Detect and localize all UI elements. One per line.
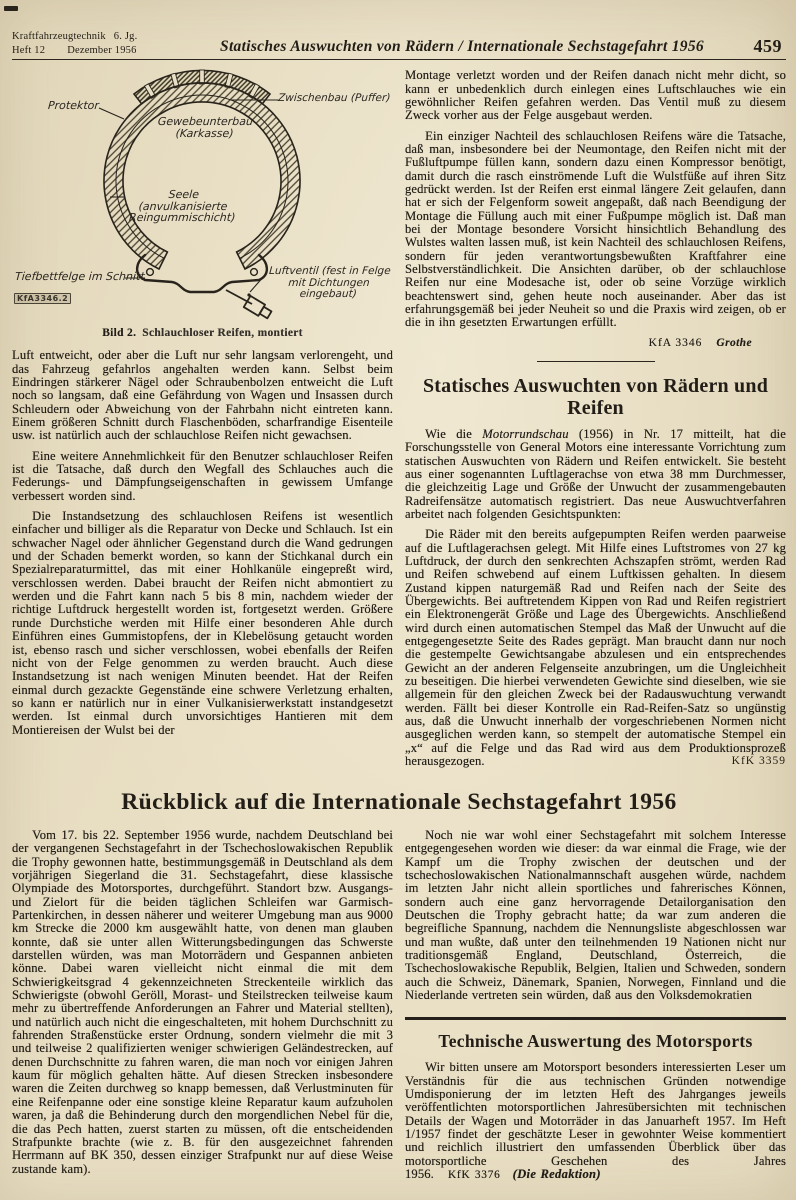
paragraph: Eine weitere Annehmlichkeit für den Benutzer schlauchloser Reifen ist die Tatsache, daß durch den Wegfall des Schlauches auch die Federungs- und Dämpfungseigenschaften in gewissem Umfange verbessert worden sind. [12, 448, 393, 503]
editorial-byline: (Die Redaktion) [512, 1167, 601, 1182]
journal-reference: Motorrundschau [482, 426, 569, 441]
label-gewebeunterbau: Gewebeunterbau (Karkasse) [157, 115, 254, 140]
journal-volume: 6. Jg. [113, 31, 138, 42]
running-title: Statisches Auswuchten von Rädern / Internationale Sechstagefahrt 1956 [220, 38, 704, 56]
left-column [12, 69, 393, 774]
article-sechstagefahrt [12, 790, 786, 1189]
paragraph: Vom 17. bis 22. September 1956 wurde, nachdem Deutschland bei der vergangenen Sechstagefahrt in der Tschechoslowakischen Republik die Trophy gewonnen hatte, bestimmungsgemäß in Deutschland als dem vorjährigen Siegerland die 31. Sechstagefahrt, diese klassische Olympiade des Motorsportes, durchgeführt. Standort bzw. Ausgangs- und Zielort für die beiden täglichen Schleifen war Garmisch-Partenkirchen, in dessen näherer und weiterer Umgebung man aus 9000 km Strecke die 2000 km ausgewählt hatte, von denen man glauben konnte, daß sie unter allen Witterungsbedingungen das Schwerste darstellen würden, was man Motorrädern und Gespannen anbieten könne. Dabei waren vielleicht nicht einmal die mit dem Schwierigkeitsgrad 4 gekennzeichneten Streckenteile wirklich das Schwierigste (obwohl Geröll, Morast- und Steilstrecken teilweise kaum mehr zu übertreffende Anforderungen an Fahrer und Material stellten), und natürlich auch nicht die eingeschalteten, mit hohem Durchschnitt zu fahrenden Straßenstücke erster Ordnung, sondern vielmehr die mit 3 und teilweise 2 qualifizierten weniger schwierigen Geländestrecken, auf denen Durchschnitte zu fahren waren, die man noch vor einigen Jahren kaum für möglich gehalten hätte. Auf diesen Strecken insbesondere waren die Zeiten durchweg so knapp bemessen, daß Verlustminuten für eine Reifenpanne oder eine sonstige kleine Reparatur kaum aufzuholen waren, ja daß die Behinderung durch den morgendlichen Nebel für die, die das Pech hatten, zuerst starten zu müssen, oft die entscheidenden Strafpunkte brachte (wie z. B. für den ausgezeichnet fahrenden Herrmann auf BK 350, dessen einziger Strafpunkt nur auf diese Weise zustande kam). [12, 827, 393, 1176]
text-run: Wie die [425, 426, 483, 441]
figure-id-tag: KfA3346.2 [14, 293, 71, 304]
figure-caption-number: Bild 2. [102, 327, 137, 340]
label-tiefbettfelge: Tiefbettfelge im Schnitt [14, 270, 146, 284]
label-protektor: Protektor [47, 99, 100, 113]
notice-heading: Technische Auswertung des Motorsports [438, 1031, 753, 1052]
label-zwischenbau: Zwischenbau (Puffer) [277, 92, 391, 105]
journal-issue: Heft 12 [12, 44, 46, 56]
article-code: KfA 3346 [648, 336, 703, 349]
paragraph: Die Instandsetzung des schlauchlosen Reifens ist wesentlich einfacher und billiger als die Reparatur von Decke und Schlauch. Ist ein schwacher Nagel oder ähnlicher Gegenstand durch die Wand gedrungen und der Schaden bemerkt worden, so kann der Stichkanal durch ein Spezialreparaturmittel, das mit einer Hohlkanüle eingepreßt wird, verschlossen werden. Dabei braucht der Reifen nicht abmontiert zu werden und die Fahrt kann nach 5 bis 8 min, nachdem wieder der richtige Luftdruck hergestellt worden ist, fortgesetzt werden. Größere runde Durchstiche werden mit Hilfe einer besonderen Ahle durch Einführen eines Gummistopfens, der in Klebelösung getaucht worden ist, ebenso rasch und sicher verschlossen, wobei ebenfalls der Reifen nicht von der Felge genommen zu werden braucht. Auch diese Instandsetzung ist nach wenigen Minuten beendet. Hat der Reifen einmal durch gezackte Gegenstände eine schwere Verletzung erhalten, so kann er natürlich nur in einer Vulkanisierwerkstatt instandgesetzt werden. Ist einmal durch unvorsichtiges Hantieren mit dem Montiereisen der Wulst bei der [12, 509, 393, 737]
text-run: (1956) in Nr. 17 mitteilt, hat die Forschungsstelle von General Motors eine interessante Vorrichtung zum statischen Auswuchten von Rädern und Reifen entwickelt. Sie besteht aus einer sogenannten Luftlagerachse von etwa 38 mm Durchmesser, die gleichzeitig Lage und Größe der Unwucht der zusammengebauten Radreifensätze automatisch registriert. Das neue Auswuchtverfahren arbeitet nach folgenden Gesichtspunkten: [405, 426, 786, 521]
journal-month: Dezember 1956 [67, 44, 137, 56]
article-divider [537, 361, 655, 362]
page-number: 459 [753, 36, 782, 57]
figure-caption-text: Schlauchloser Reifen, montiert [142, 327, 303, 340]
paragraph [405, 1061, 786, 1182]
article-schlauchloser-reifen [12, 69, 786, 774]
article-code: KfK 3376 [447, 1169, 501, 1182]
header-rule [12, 59, 786, 60]
paragraph: Ein einziger Nachteil des schlauchlosen Reifens wäre die Tatsache, daß man, insbesondere bei der Neumontage, den Reifen nicht mit der Fußluftpumpe füllen kann, sondern dazu einen Kompressor benötigt, damit durch die rasch einströmende Luft die Wulstfüße auf ihren Sitz gedrückt werden. Ist der Reifen erst einmal längere Zeit gelaufen, dann hat er sich der Felgenform soweit angepaßt, daß nach Beendigung der Montage die Füllung auch mit einer Fußpumpe möglich ist. Daß man bei der Montage besondere Vorsicht hinsichtlich Behandlung des Wulstes walten lassen muß, ist kein Nachteil des schlauchlosen Reifens, sondern für jeden verantwortungsbewußten Kraftfahrer eine Selbstverständlichkeit. Die Ansichten darüber, ob der schlauchlose Reifen nur eine Modesache ist, oder ob seine Vorzüge wirklich beachtenswert sind, gehen heute noch auseinander. Aber das ist erfahrungsgemäß bei jeder Neuheit so und die Praxis wird zeigen, ob er die in ihn gesetzten Erwartungen erfüllt. [405, 128, 786, 330]
article-signature [405, 337, 786, 349]
text-run: Wir bitten unsere am Motorsport besonders interessierten Leser um Verständnis für die aus technischen Gründen notwendige Umdisponierung der im letzten Heft des Jahrganges jeweils veröffentlichten motorsportlichen Jahresübersichten mit technischen Details der Wagen und Motorräder in das Januarheft 1957. Im Heft 1/1957 findet der geschätzte Leser in gewohnter Weise kommentiert und reichlich illustriert den umfassenden Überblick über das motorsportliche Geschehen des Jahres 1956. [405, 1060, 786, 1182]
figure-caption [12, 327, 393, 339]
journal-name: Kraftfahrzeugtechnik [12, 31, 106, 42]
section-rule [405, 1017, 786, 1020]
label-luftventil: Luftventil (fest in Felge mit Dichtungen eingebaut) [268, 265, 392, 301]
paragraph: Noch nie war wohl einer Sechstagefahrt mit solchem Interesse entgegengesehen worden wie dieser: da war einmal die Frage, wie der Kampf um die Trophy zwischen der deutschen und der tschechoslowakischen Nationalmannschaft ausgehen würde, nachdem im letzten Jahr nicht allein sportliches und fahrerisches Können, sondern auch eine ganz hervorragende Detailorganisation den Deutschen die Trophy gebracht hatte; da war zum anderen die begreifliche Spannung, nachdem die Nennungsliste abgeschlossen war und man wußte, daß unter den teilnehmenden 19 Nationen nicht nur traditionsgemäß England, Deutschland, Österreich, die Tschechoslowakische Republik, Belgien, Italien und Schweden, sondern auch die Schweiz, Dänemark, Spanien, Norwegen, Finnland und die Niederlande vertreten sein würden, daß aus den Volksdemokratien [405, 827, 786, 1003]
tire-cross-section-figure [12, 69, 393, 323]
paragraph: Die Räder mit den bereits aufgepumpten Reifen werden paarweise auf die Luftlagerachsen gelegt. Mit Hilfe eines Luftstromes von 27 kg Luftdruck, der durch den senkrechten Achszapfen strömt, werden Rad und Reifen schwebend auf einem Luftkissen gehalten. In diesem Zustand kippen naturgemäß Rad und Reifen nach der Seite des Übergewichts. Bei auftretendem Kippen von Rad und Reifen registriert ein Elektronengerät Größe und Lage des Übergewichts. Anschließend wird durch einen automatischen Stempel das Maß der Unwucht auf die entgegengesetzte Seite des Rades geprägt. Man braucht dann nur noch die gestempelte Gewichtsangabe abzulesen und ein entsprechendes Gewicht an der anderen Felgenseite anzubringen, um die Ungleichheit zu beseitigen. Die hierbei verwendeten Gewichte sind dieselben, wie sie allgemein für den gleichen Zweck bei der Radauswuchtung verwandt werden. Fällt bei dieser Kontrolle ein Rad-Reifen-Satz so ungünstig aus, daß die Unwucht innerhalb der vorgeschriebenen Normen nicht ausgeglichen werden kann, so stempelt der automatische Stempel ein „x“ auf die Felge und das Rad wird aus dem Produktionsprozeß herausgezogen. [405, 527, 786, 769]
scan-artifact [4, 6, 18, 11]
page-header [12, 12, 786, 57]
masthead [12, 30, 212, 57]
paragraph [405, 428, 786, 521]
right-column [405, 69, 786, 774]
paragraph: Montage verletzt worden und der Reifen danach nicht mehr dicht, so kann er unbedenklich durch einlegen eines Luftschlauches wie ein gewöhnlicher Reifen gefahren werden. Das Ventil muß zu diesem Zweck vorher aus der Felge ausgebaut werden. [405, 68, 786, 123]
article-code: KfK 3359 [731, 755, 786, 768]
label-seele: Seele (anvulkanisierte Reingummischicht) [128, 188, 236, 225]
section-heading: Rückblick auf die Internationale Sechstagefahrt 1956 [121, 789, 677, 816]
author-name: Grothe [716, 336, 752, 349]
right-column [405, 829, 786, 1190]
article-heading: Statisches Auswuchten von Rädern und Reifen [422, 374, 769, 419]
carcass-wall [104, 83, 300, 269]
paragraph: Luft entweicht, oder aber die Luft nur sehr langsam verlorengeht, und das Fahrzeug gefahrlos angehalten werden kann. Selbst beim Eindringen stärkerer Nägel oder Schraubenbolzen entweicht die Luft noch so langsam, daß eine Gefährdung von Wagen und Insassen durch Schleudern oder Abweichung von der Fahrbahn nicht eintreten kann. Einem größeren Schnitt durch Flaschenböden, scharfrandige Eisenteile usw. ist natürlich auch der schlauchlose Reifen nicht gewachsen. [12, 348, 393, 443]
left-column [12, 829, 393, 1190]
